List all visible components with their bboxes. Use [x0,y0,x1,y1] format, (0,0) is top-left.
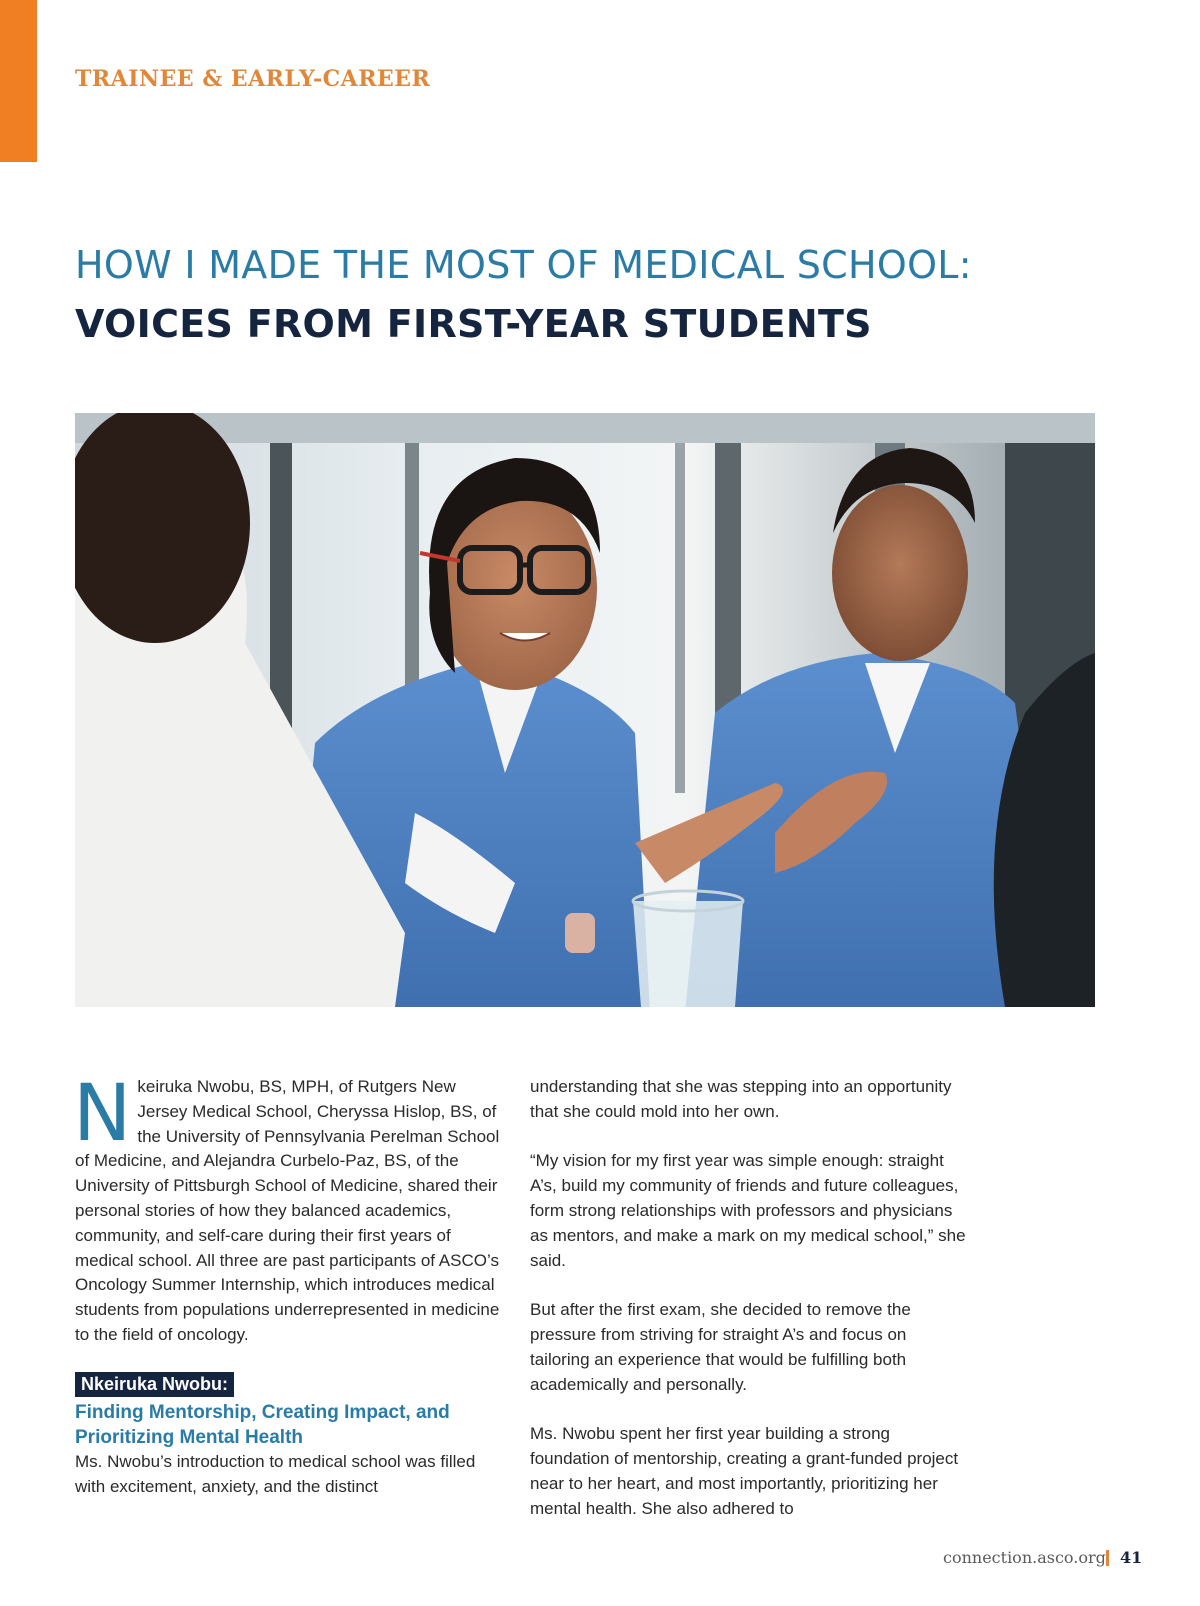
quote-paragraph: “My vision for my first year was simple enough: straight A’s, build my community of friends and future colleagues, form strong relationships with professors and physicians as mentors, and make a mark on my medical school,” she said. [530,1151,966,1270]
body-paragraph: Ms. Nwobu spent her first year building a strong foundation of mentorship, creating a grant-funded project near to her heart, and most importantly, prioritizing her mental health. She also adhered to [530,1424,959,1518]
article-column-left [73,1069,503,1500]
page-number: 41 [1120,1548,1143,1567]
name-badge: Nkeiruka Nwobu: [75,1372,234,1397]
body-paragraph: Ms. Nwobu’s introduction to medical school was filled with excitement, anxiety, and the distinct [75,1452,476,1497]
article-column-right [530,1075,970,1521]
article-title-line-2: VOICES FROM FIRST-YEAR STUDENTS [75,302,872,346]
orange-side-tab [0,0,37,162]
hero-photo-medical-students [75,413,1095,1007]
body-paragraph: understanding that she was stepping into an opportunity that she could mold into her own. [530,1077,952,1121]
section-subhead: Finding Mentorship, Creating Impact, and Prioritizing Mental Health [75,1401,450,1448]
section-label: TRAINEE & EARLY-CAREER [75,66,431,92]
footer-separator [1106,1550,1109,1566]
drop-cap: N [73,1069,132,1159]
article-title-line-1: HOW I MADE THE MOST OF MEDICAL SCHOOL: [75,243,972,287]
intro-paragraph [73,1069,503,1348]
intro-text: keiruka Nwobu, BS, MPH, of Rutgers New Jersey Medical School, Cheryssa Hislop, BS, of the University of Pennsylvania Perelman School of Medicine, and Alejandra Curbelo-Paz, BS, of the University of Pittsburgh School of Medicine, shared their personal stories of how they balanced academics, community, and self-care during their first years of medical school. All three are past participants of ASCO’s Oncology Summer Internship, which introduces medical students from populations underrepresented in medicine to the field of oncology. [75,1077,500,1344]
body-paragraph: But after the first exam, she decided to remove the pressure from striving for straight A’s and focus on tailoring an experience that would be fulfilling both academically and personally. [530,1300,911,1394]
footer-url: connection.asco.org [943,1548,1106,1567]
